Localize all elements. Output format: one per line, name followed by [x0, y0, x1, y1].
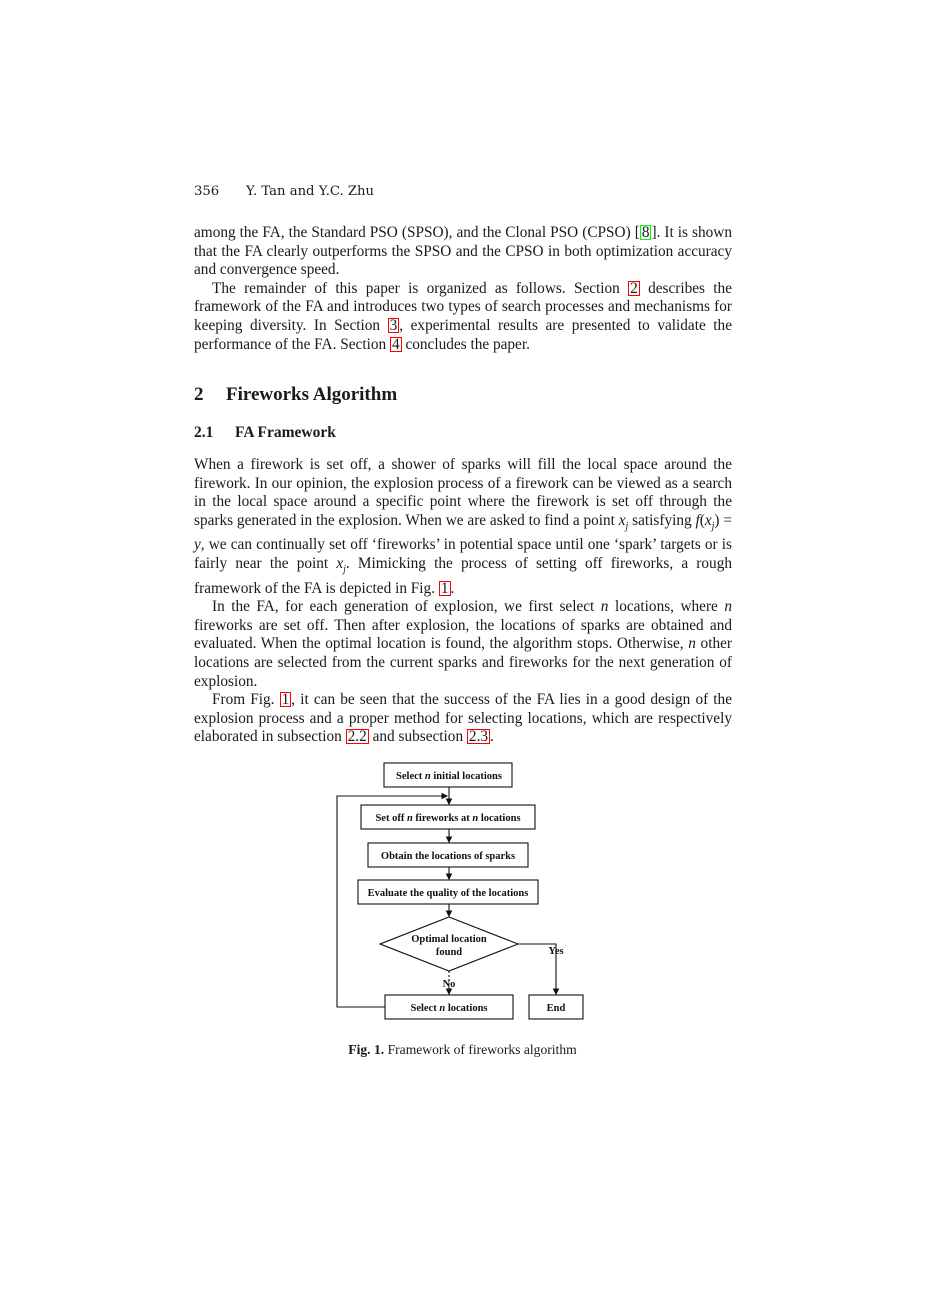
paragraph: When a firework is set off, a shower of sparks will fill the local space around the firework. In our opinion, the explosion process of a firework can be viewed as a search in the local space around a specific point where the firework is set off through the sparks generated in the explosion. When we are asked to find a point $x_j$ satisfying $f(x_j) = y$, we can continually set off ‘fireworks’ in potential space until one ‘spark’ targets or is fairly near the point $x_j$. Mimicking the process of setting off fireworks, a rough framework of the FA is depicted in Fig. 1 .: [194, 456, 732, 597]
section-heading: 2 Fireworks Algorithm: [194, 384, 398, 405]
page-number: 356: [194, 184, 220, 199]
subsection-heading: 2.1 FA Framework: [194, 424, 336, 441]
math-xj: $x_j$: [618, 511, 629, 532]
section-link[interactable]: 4: [391, 335, 400, 353]
section-link[interactable]: 3: [389, 316, 398, 334]
math-xj: $x_j$: [336, 555, 346, 576]
figure-link[interactable]: 1: [281, 691, 290, 709]
node-end-label: End: [546, 1003, 566, 1014]
node-evaluate-label: Evaluate the quality of the locations: [367, 888, 529, 899]
flowchart-figure: [330, 755, 600, 1015]
authors: Y. Tan and Y.C. Zhu: [246, 184, 375, 199]
paragraph: The remainder of this paper is organized as follows. Section 2 describes the framework of the FA and introduces two types of search processes and mechanisms for keeping diversity. In Section 3 , experimental results are presented to validate the performance of the FA. Section 4 concludes the paper.: [194, 279, 732, 353]
node-decision-label-1: Optimal location: [411, 934, 487, 945]
edge-yes-label: Yes: [548, 946, 564, 957]
paragraph: In the FA, for each generation of explosion, we first select n locations, where n fireworks are set off. Then after explosion, the locations of sparks are obtained and evaluated. When the optimal location is found, the algorithm stops. Otherwise, n other locations are selected from the current sparks and fireworks for the next generation of explosion.: [194, 598, 732, 690]
intro-text: [194, 224, 732, 354]
caption-text: Framework of fireworks algorithm: [384, 1042, 577, 1057]
math-fxj: f: [695, 511, 700, 529]
node-obtain-label: Obtain the locations of sparks: [380, 851, 516, 862]
running-head: [194, 184, 374, 199]
subsection-link[interactable]: 2.2: [347, 728, 367, 746]
edge-no-label: No: [442, 979, 456, 990]
caption-label: Fig. 1.: [348, 1042, 385, 1057]
section-body: [194, 456, 732, 747]
node-setoff-label: Set off n fireworks at n locations: [375, 813, 521, 824]
node-decision-label-2: found: [435, 947, 463, 958]
node-init-label: Select n initial locations: [396, 771, 502, 782]
figure-link[interactable]: 1: [440, 579, 449, 597]
subsection-link[interactable]: 2.3: [468, 728, 489, 746]
paragraph: among the FA, the Standard PSO (SPSO), and the Clonal PSO (CPSO) [ 8 ]. It is shown that the FA clearly outperforms the SPSO and the CPSO in both optimization accuracy and convergence speed.: [194, 224, 732, 279]
figure-caption: [0, 1042, 925, 1058]
section-link[interactable]: 2: [630, 279, 638, 297]
node-select-label: Select n locations: [410, 1003, 488, 1014]
citation-link[interactable]: 8: [641, 224, 650, 241]
paragraph: From Fig. 1 , it can be seen that the success of the FA lies in a good design of the explosion process and a proper method for selecting locations, which are respectively elaborated in subsection 2.2 and subsection 2.3 .: [194, 691, 732, 746]
